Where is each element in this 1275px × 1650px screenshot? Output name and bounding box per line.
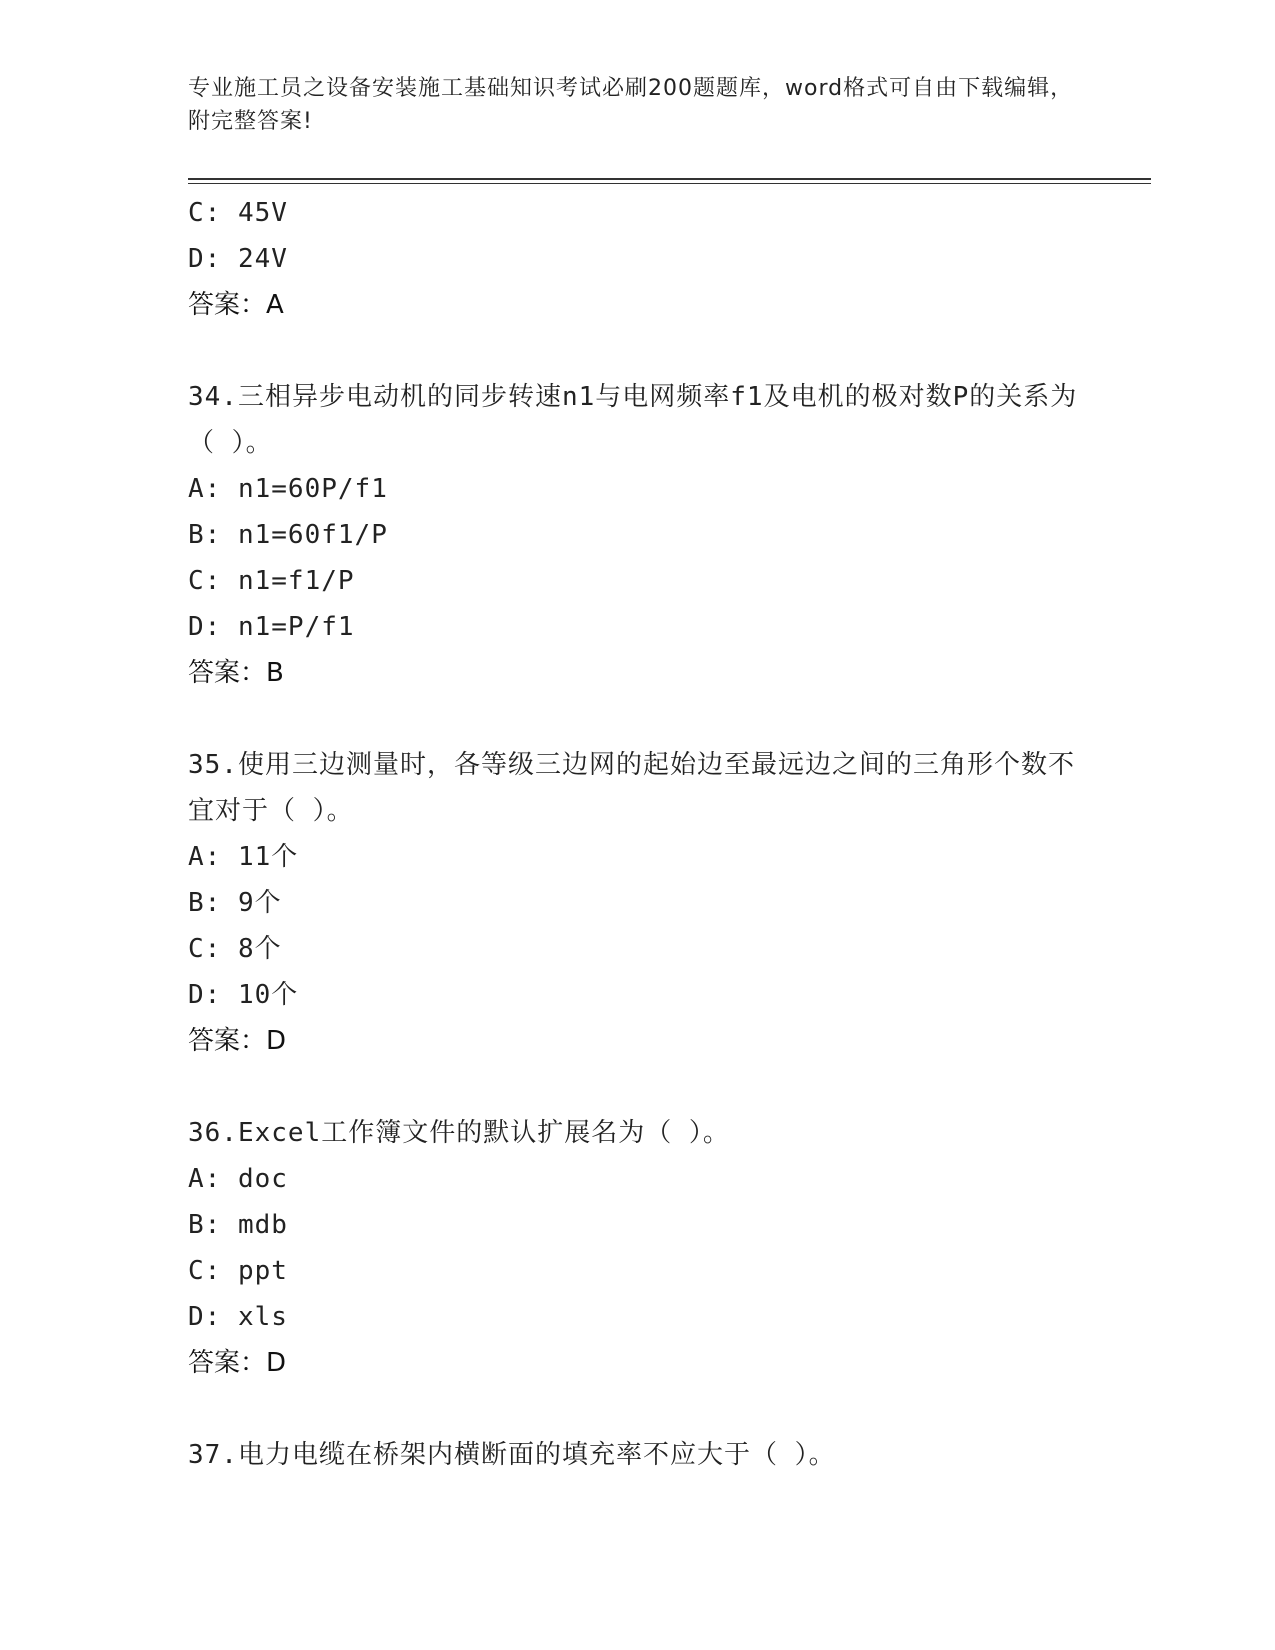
option-text: n1=60f1/P [237, 520, 388, 550]
header-rule-thin [188, 183, 1151, 184]
option-text: n1=P/f1 [237, 612, 355, 642]
header-rule-thick [188, 178, 1151, 180]
option-label: A: [188, 1164, 222, 1194]
option-c [188, 190, 1088, 236]
spacer [188, 696, 1088, 742]
answer-line: 答案：D [188, 1348, 287, 1378]
option-c [188, 558, 1088, 604]
option-text: ppt [237, 1256, 288, 1286]
option-text: doc [237, 1164, 288, 1194]
question-34 [188, 374, 1088, 696]
option-text: xls [237, 1302, 288, 1332]
option-d [188, 236, 1088, 282]
answer-line: 答案：D [188, 1026, 287, 1056]
option-b [188, 1202, 1088, 1248]
question-text: 35.使用三边测量时，各等级三边网的起始边至最远边之间的三角形个数不宜对于（ ）。 [188, 750, 1075, 826]
answer-line: 答案：B [188, 658, 284, 688]
question-36 [188, 1110, 1088, 1386]
option-a [188, 466, 1088, 512]
option-text: 8个 [237, 934, 282, 964]
option-label: B: [188, 520, 222, 550]
question-37 [188, 1432, 1088, 1478]
option-text: mdb [237, 1210, 288, 1240]
option-text: 24V [237, 244, 288, 274]
option-label: D: [188, 612, 222, 642]
option-label: B: [188, 888, 222, 918]
option-label: C: [188, 1256, 222, 1286]
option-label: C: [188, 566, 222, 596]
question-list [188, 190, 1088, 1478]
option-b [188, 512, 1088, 558]
question-text: 37.电力电缆在桥架内横断面的填充率不应大于（ ）。 [188, 1440, 836, 1470]
option-d [188, 972, 1088, 1018]
option-c [188, 1248, 1088, 1294]
option-d [188, 604, 1088, 650]
option-label: D: [188, 980, 222, 1010]
option-label: A: [188, 474, 222, 504]
option-a [188, 1156, 1088, 1202]
option-a [188, 834, 1088, 880]
option-text: 10个 [237, 980, 299, 1010]
question-text: 34.三相异步电动机的同步转速n1与电网频率f1及电机的极对数P的关系为（ ）。 [188, 382, 1078, 458]
option-text: n1=f1/P [237, 566, 355, 596]
option-b [188, 880, 1088, 926]
answer-line: 答案：A [188, 290, 284, 320]
question-text: 36.Excel工作簿文件的默认扩展名为（ ）。 [188, 1118, 730, 1148]
option-label: D: [188, 1302, 222, 1332]
option-text: 45V [237, 198, 288, 228]
question-partial [188, 190, 1088, 328]
page-header [188, 72, 1088, 138]
option-label: A: [188, 842, 222, 872]
spacer [188, 328, 1088, 374]
header-title: 专业施工员之设备安装施工基础知识考试必刷200题题库，word格式可自由下载编辑，附完整答案! [188, 76, 1074, 134]
option-label: B: [188, 1210, 222, 1240]
question-35 [188, 742, 1088, 1064]
option-c [188, 926, 1088, 972]
option-d [188, 1294, 1088, 1340]
option-text: n1=60P/f1 [237, 474, 388, 504]
option-text: 11个 [237, 842, 299, 872]
option-text: 9个 [237, 888, 282, 918]
option-label: D: [188, 244, 222, 274]
spacer [188, 1386, 1088, 1432]
option-label: C: [188, 198, 222, 228]
spacer [188, 1064, 1088, 1110]
option-label: C: [188, 934, 222, 964]
